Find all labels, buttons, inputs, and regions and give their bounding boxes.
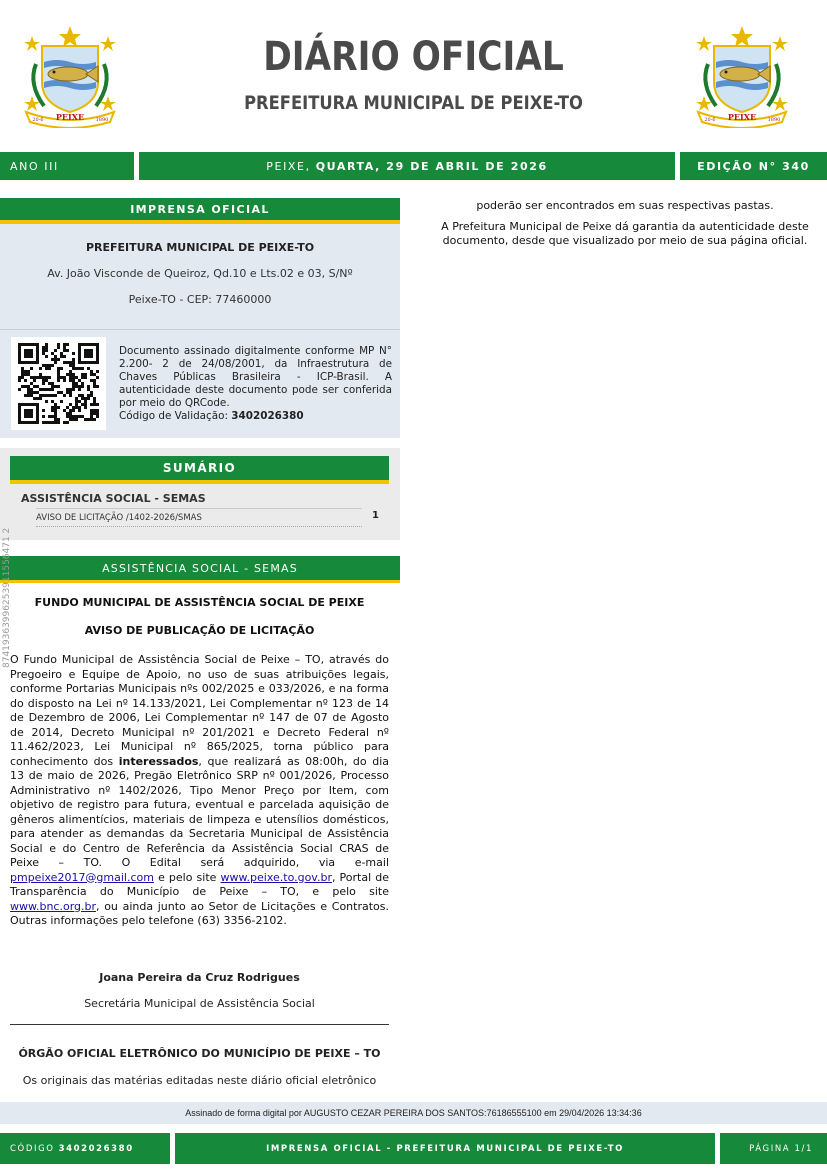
coat-of-arms-logo (18, 24, 122, 128)
vertical-verification-code: 87419363996253911556471 2 (2, 527, 12, 668)
originals-note: Os originais das matérias editadas neste diário oficial eletrônico (22, 1073, 377, 1087)
orgao-heading: ÓRGÃO OFICIAL ELETRÔNICO DO MUNICÍPIO DE PEIXE – TO (18, 1046, 381, 1060)
year-label: ANO III (0, 152, 134, 180)
authenticity-note: A Prefeitura Municipal de Peixe dá garantia da autenticidade deste documento, desde que visualizado por meio de sua página oficial. (441, 219, 809, 247)
imprensa-band: IMPRENSA OFICIAL (0, 198, 400, 224)
svg-text:1890: 1890 (767, 117, 781, 123)
article-subheading: AVISO DE PUBLICAÇÃO DE LICITAÇÃO (84, 624, 315, 637)
page-subtitle: PREFEITURA MUNICIPAL DE PEIXE-TO (244, 92, 583, 114)
summary-band: SUMÁRIO (10, 456, 389, 484)
svg-text:20-6: 20-6 (32, 117, 44, 123)
page-title: DIÁRIO OFICIAL (263, 34, 564, 80)
imprensa-box (0, 198, 400, 438)
date-value: QUARTA, 29 DE ABRIL DE 2026 (315, 159, 548, 173)
section-band: ASSISTÊNCIA SOCIAL - SEMAS (0, 556, 400, 583)
footer-code-value: 3402026380 (58, 1143, 134, 1154)
divider (0, 329, 400, 330)
signer-name: Joana Pereira da Cruz Rodrigues (99, 970, 300, 984)
city-label: PEIXE, (266, 159, 311, 173)
signer-role: Secretária Municipal de Assistência Social (84, 996, 315, 1010)
imprensa-cep: Peixe-TO - CEP: 77460000 (128, 293, 272, 306)
date-label (139, 152, 675, 180)
article-body: O Fundo Municipal de Assistência Social de Peixe – TO, através do Pregoeiro e Equipe de Apoio, no uso de suas atribuições legais, conforme Portarias Municipais nºs 002/2025 e 033/2026, e na forma do disposto na Lei nº 14.133/2021, Lei Complementar nº 123 de 14 de Dezembro de 2006, Lei Complementar nº 147 de 07 de Agosto de 2014, Decreto Municipal nº 201/2021 e Decreto Federal nº 11.462/2023, Lei Municipal nº 865/2025, torna público para conhecimento dos interessados, que realizará as 08:00h, do dia 13 de maio de 2026, Pregão Eletrônico SRP nº 001/2026, Processo Administrativo nº 1402/2026, Tipo Menor Preço por Item, com objetivo de registro para futura, eventual e parcelada aquisição de gêneros alimentícios, materiais de limpeza e utensílios domésticos, para atender as demandas da Secretaria Municipal de Assistência Social e do Centro de Referência da Assistência Social CRAS de Peixe – TO. O Edital será adquirido, via e-mail pmpeixe2017@gmail.com e pelo site www.peixe.to.gov.br, Portal de Transparência do Município de Peixe – TO, e pelo site www.bnc.org.br, ou ainda junto ao Setor de Licitações e Contratos. Outras informações pelo telefone (63) 3356-2102. (10, 653, 389, 927)
svg-text:20-6: 20-6 (704, 117, 716, 123)
email-link[interactable]: pmpeixe2017@gmail.com (10, 870, 154, 884)
summary-item-page: 1 (372, 510, 379, 521)
edition-label: EDIÇÃO N° 340 (680, 152, 827, 180)
digital-signature-footer: Assinado de forma digital por AUGUSTO CEZAR PEREIRA DOS SANTOS:76186555100 em 29/04/2026 13:34:36 (0, 1102, 827, 1124)
footer-code: CÓDIGO 3402026380 (0, 1133, 170, 1164)
svg-text:PEIXE: PEIXE (727, 112, 757, 122)
article-heading: FUNDO MUNICIPAL DE ASSISTÊNCIA SOCIAL DE PEIXE (34, 596, 365, 609)
originals-note-continued: poderão ser encontrados em suas respectivas pastas. (476, 199, 774, 212)
coat-of-arms-logo-right (690, 24, 794, 128)
svg-text:1890: 1890 (95, 117, 109, 123)
divider (10, 1024, 389, 1025)
footer-title: IMPRENSA OFICIAL - PREFEITURA MUNICIPAL DE PEIXE-TO (175, 1133, 715, 1164)
right-column (430, 199, 820, 249)
article (10, 596, 389, 1087)
site-link-peixe[interactable]: www.peixe.to.gov.br (220, 870, 332, 884)
summary-box (0, 448, 400, 540)
imprensa-address: Av. João Visconde de Queiroz, Qd.10 e Lts.02 e 03, S/Nº (47, 267, 353, 280)
qr-code-icon[interactable] (11, 337, 106, 430)
crest-banner-text: PEIXE (55, 112, 85, 122)
imprensa-name: PREFEITURA MUNICIPAL DE PEIXE-TO (85, 241, 315, 254)
footer-page: PÁGINA 1/1 (720, 1133, 827, 1164)
digital-signature-note: Documento assinado digitalmente conforme MP N° 2.200- 2 de 24/08/2001, da Infraestrutura de Chaves Públicas Brasileira - ICP-Brasil. A autenticidade deste documento pode ser conferida por meio do QRCode. Código de Validação: 3402026380 (119, 345, 392, 422)
site-link-bnc[interactable]: www.bnc.org.br (10, 899, 97, 913)
summary-section: ASSISTÊNCIA SOCIAL - SEMAS (21, 492, 206, 505)
page-header (0, 0, 827, 150)
summary-item[interactable]: AVISO DE LICITAÇÃO /1402-2026/SMAS (36, 508, 362, 527)
validation-code: 3402026380 (231, 410, 304, 422)
